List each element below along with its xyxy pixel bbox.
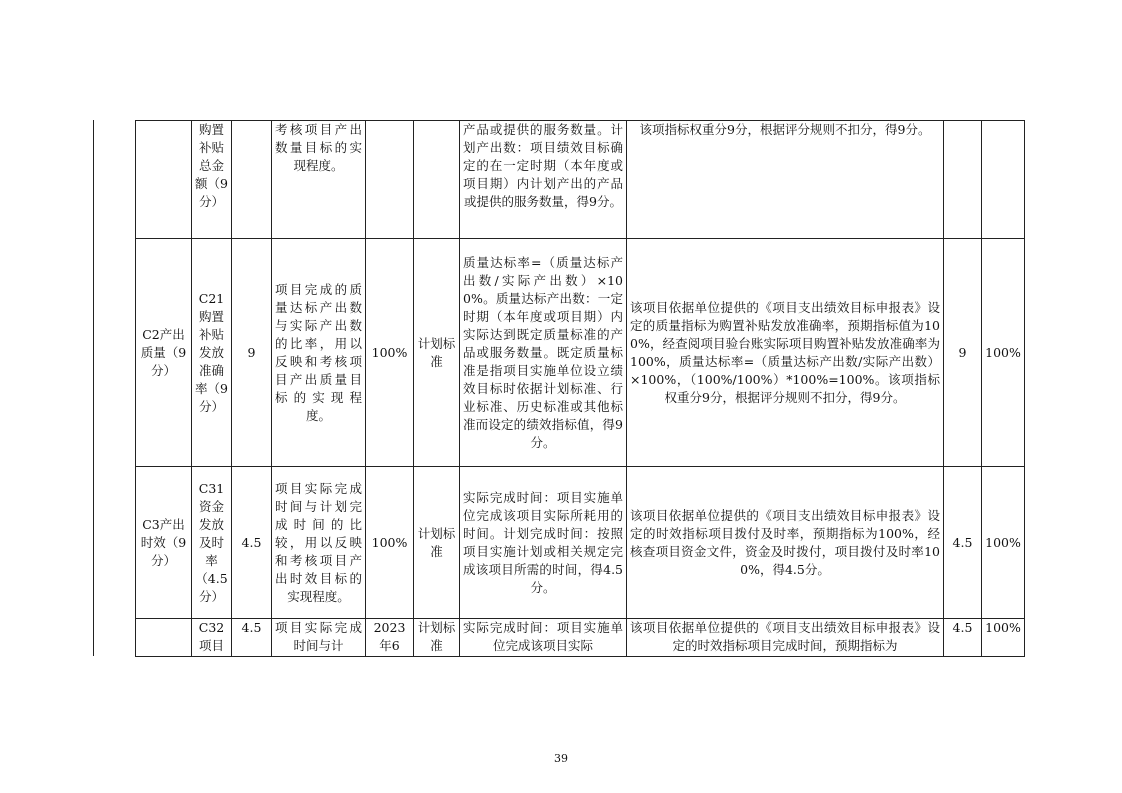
cell-formula: 质量达标率=（质量达标产出数/实际产出数）×100%。质量达标产出数：一定时期（本年度或项目期）内实际达到既定质量标准的产品或服务数量。既定质量标准是指项目实施单位设立绩效目标时依据计划标准、行业标准、历史标准或其他标准而设定的绩效指标值，得9分。: [460, 239, 627, 467]
table-row: [136, 239, 1025, 467]
cell-indicator: C21购置补贴发放准确率（9分）: [192, 239, 232, 467]
cell-analysis: 该项目依据单位提供的《项目支出绩效目标申报表》设定的时效指标项目拨付及时率，预期指标为100%，经核查项目资金文件，资金及时拨付，项目拨付及时率100%，得4.5分。: [627, 467, 944, 619]
cell-category: C3产出时效（9分）: [136, 467, 192, 619]
cell-target: [366, 121, 414, 239]
cell-score: 4.5: [944, 619, 982, 657]
table-row: [136, 619, 1025, 657]
cell-weight: 4.5: [232, 467, 272, 619]
cell-indicator: C32项目: [192, 619, 232, 657]
cell-analysis: 该项指标权重分9分，根据评分规则不扣分，得9分。: [627, 121, 944, 239]
cell-indicator: C31资金发放及时率（4.5分）: [192, 467, 232, 619]
cell-explanation: 项目实际完成时间与计: [272, 619, 366, 657]
cell-indicator: 购置补贴总金额（9分）: [192, 121, 232, 239]
cell-basis: 计划标准: [414, 619, 460, 657]
cell-basis: 计划标准: [414, 239, 460, 467]
table-row: [136, 121, 1025, 239]
cell-explanation: 项目完成的质量达标产出数与实际产出数的比率，用以反映和考核项目产出质量目标的实现程度。: [272, 239, 366, 467]
cell-rate: 100%: [982, 467, 1025, 619]
cell-target: 100%: [366, 467, 414, 619]
cell-basis: 计划标准: [414, 467, 460, 619]
page-number: 39: [554, 752, 568, 765]
table-row: [136, 467, 1025, 619]
cell-target: 100%: [366, 239, 414, 467]
cell-score: 4.5: [944, 467, 982, 619]
cell-category: C2产出质量（9分）: [136, 239, 192, 467]
cell-rate: 100%: [982, 619, 1025, 657]
cell-target: 2023年6: [366, 619, 414, 657]
cell-weight: 4.5: [232, 619, 272, 657]
cell-category: [136, 619, 192, 657]
cell-category: [136, 121, 192, 239]
cell-weight: [232, 121, 272, 239]
cell-rate: 100%: [982, 239, 1025, 467]
cell-rate: [982, 121, 1025, 239]
cell-formula: 产品或提供的服务数量。计划产出数：项目绩效目标确定的在一定时期（本年度或项目期）内计划产出的产品或提供的服务数量，得9分。: [460, 121, 627, 239]
cell-score: 9: [944, 239, 982, 467]
outer-table-border: [93, 120, 94, 656]
cell-formula: 实际完成时间：项目实施单位完成该项目实际: [460, 619, 627, 657]
cell-explanation: 考核项目产出数量目标的实现程度。: [272, 121, 366, 239]
cell-explanation: 项目实际完成时间与计划完成时间的比较，用以反映和考核项目产出时效目标的实现程度。: [272, 467, 366, 619]
cell-analysis: 该项目依据单位提供的《项目支出绩效目标申报表》设定的质量指标为购置补贴发放准确率，预期指标值为100%，经查阅项目验台账实际项目购置补贴发放准确率为100%，质量达标率=（质量达标产出数/实际产出数）×100%，（100%/100%）*100%=100%。该项指标权重分9分，根据评分规则不扣分，得9分。: [627, 239, 944, 467]
performance-evaluation-table: [135, 120, 1025, 657]
cell-analysis: 该项目依据单位提供的《项目支出绩效目标申报表》设定的时效指标项目完成时间，预期指标为: [627, 619, 944, 657]
cell-formula: 实际完成时间：项目实施单位完成该项目实际所耗用的时间。计划完成时间：按照项目实施计划或相关规定完成该项目所需的时间，得4.5分。: [460, 467, 627, 619]
cell-basis: [414, 121, 460, 239]
cell-score: [944, 121, 982, 239]
cell-weight: 9: [232, 239, 272, 467]
